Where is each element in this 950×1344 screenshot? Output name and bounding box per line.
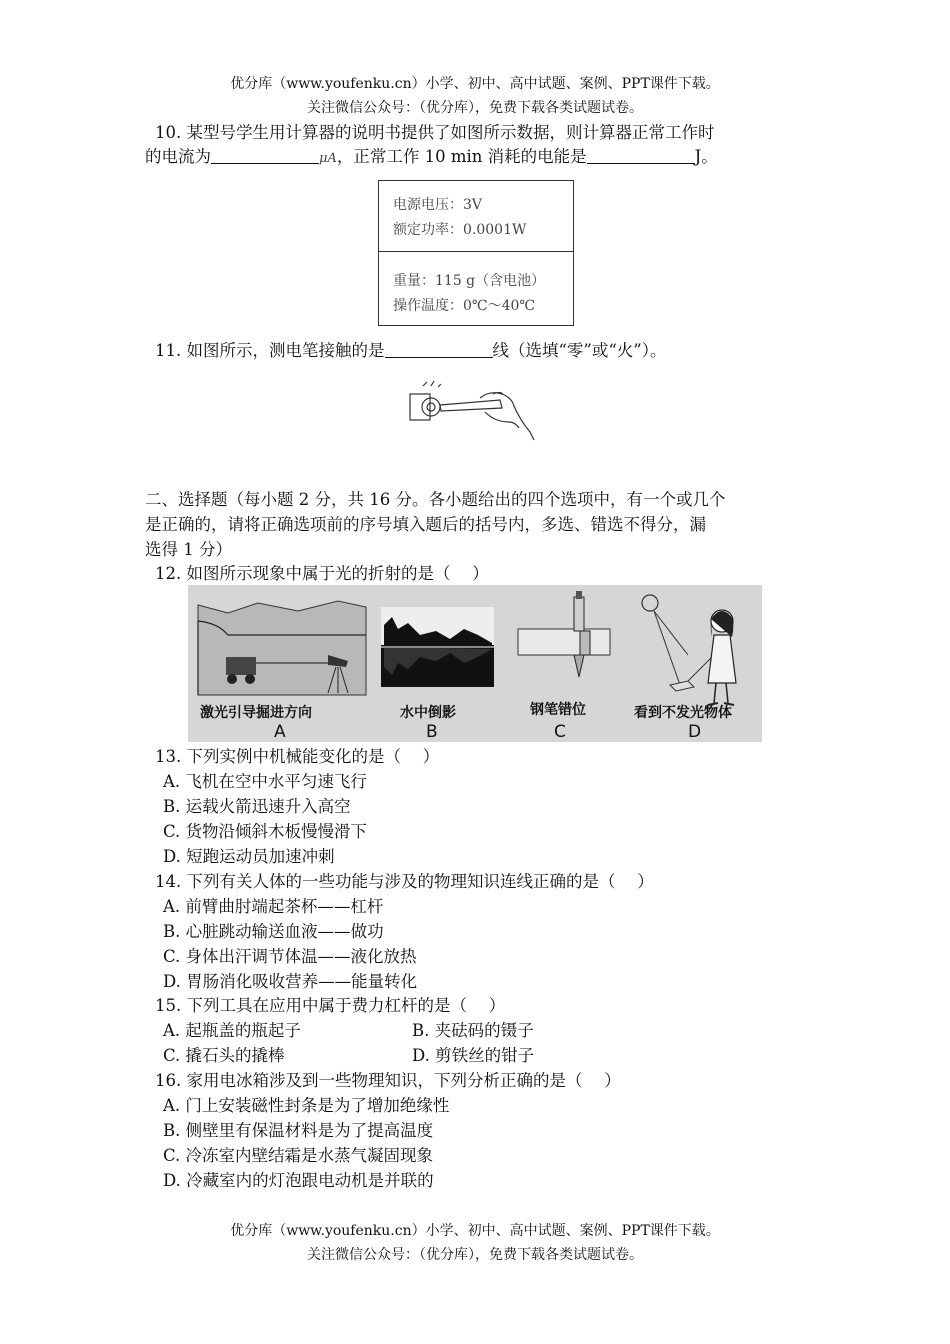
hand-icon	[480, 393, 534, 440]
q12-caption-c: 钢笔错位	[530, 702, 586, 718]
q13-stem: 13. 下列实例中机械能变化的是（ ）	[155, 747, 440, 766]
spec-divider	[379, 251, 573, 252]
q14-option-d: D. 胃肠消化吸收营养——能量转化	[163, 972, 418, 991]
q15-stem: 15. 下列工具在应用中属于费力杠杆的是（ ）	[155, 996, 506, 1015]
q11-pre: 11. 如图所示，测电笔接触的是	[155, 341, 385, 360]
section2-line-1: 二、选择题（每小题 2 分，共 16 分。各小题给出的四个选项中，有一个或几个	[145, 490, 726, 509]
q12-stem: 12. 如图所示现象中属于光的折射的是（ ）	[155, 564, 489, 583]
q13-option-a: A. 飞机在空中水平匀速飞行	[163, 772, 367, 791]
q14-option-b: B. 心脏跳动输送血液——做功	[163, 922, 384, 941]
q13-option-d: D. 短跑运动员加速冲刺	[163, 847, 335, 866]
q13-option-b: B. 运载火箭迅速升入高空	[163, 797, 351, 816]
footer-line-2: 关注微信公众号：（优分库），免费下载各类试题试卷。	[307, 1247, 643, 1263]
q16-stem: 16. 家用电冰箱涉及到一些物理知识，下列分析正确的是（ ）	[155, 1071, 621, 1090]
spec-voltage: 电源电压：3V	[393, 197, 483, 213]
q10-blank-energy[interactable]	[587, 147, 695, 164]
q10-unit-current: μA	[319, 151, 337, 166]
q15-option-a: A. 起瓶盖的瓶起子	[163, 1021, 301, 1040]
q11-stem	[155, 340, 667, 362]
pen-glass-image	[518, 591, 610, 677]
q10-unit-energy: J。	[694, 147, 718, 166]
q12-caption-b: 水中倒影	[400, 705, 456, 721]
q13-option-c: C. 货物沿倾斜木板慢慢滑下	[163, 822, 368, 841]
test-pen-figure	[405, 378, 540, 446]
spec-table	[378, 180, 574, 326]
q14-option-c: C. 身体出汗调节体温——液化放热	[163, 947, 417, 966]
water-reflection-image	[381, 607, 494, 687]
q12-figure	[188, 585, 762, 742]
spec-weight: 重量：115 g（含电池）	[393, 273, 546, 289]
q10-line-1: 10. 某型号学生用计算器的说明书提供了如图所示数据，则计算器正常工作时	[155, 123, 715, 142]
socket-hole-icon	[422, 398, 440, 416]
section2-line-3: 选得 1 分）	[145, 540, 232, 559]
q10-blank-current[interactable]	[211, 147, 319, 164]
q16-option-d: D. 冷藏室内的灯泡跟电动机是并联的	[163, 1171, 434, 1190]
q10-pre: 的电流为	[145, 147, 211, 166]
q12-letter-b: B	[426, 722, 438, 742]
q12-letter-c: C	[554, 722, 566, 742]
q14-stem: 14. 下列有关人体的一些功能与涉及的物理知识连线正确的是（ ）	[155, 872, 654, 891]
test-pen-icon	[440, 400, 502, 411]
q11-post: 线（选填“零”或“火”）。	[492, 341, 667, 360]
girl-object-image	[642, 595, 736, 705]
section2-line-2: 是正确的，请将正确选项前的序号填入题后的括号内，多选、错选不得分，漏	[145, 515, 706, 534]
q15-option-c: C. 撬石头的撬棒	[163, 1046, 285, 1065]
header-line-1: 优分库（www.youfenku.cn）小学、初中、高中试题、案例、PPT课件下载。	[230, 76, 720, 92]
q16-option-b: B. 侧壁里有保温材料是为了提高温度	[163, 1121, 434, 1140]
spec-power: 额定功率：0.0001W	[393, 222, 527, 238]
q10-mid: ，正常工作 10 min 消耗的电能是	[336, 147, 587, 166]
q16-option-c: C. 冷冻室内壁结霜是水蒸气凝固现象	[163, 1146, 434, 1165]
q12-caption-d: 看到不发光物体	[634, 705, 732, 721]
q16-option-a: A. 门上安装磁性封条是为了增加绝缘性	[163, 1096, 450, 1115]
q15-option-d: D. 剪铁丝的钳子	[412, 1046, 535, 1065]
q14-option-a: A. 前臂曲肘端起茶杯——杠杆	[163, 897, 384, 916]
header-line-2: 关注微信公众号：（优分库），免费下载各类试题试卷。	[307, 100, 643, 116]
q10-line-2	[145, 146, 718, 170]
q12-letter-a: A	[274, 722, 286, 742]
q12-letter-d: D	[688, 722, 702, 742]
laser-tunnel-image	[198, 601, 366, 695]
q11-blank[interactable]	[385, 341, 493, 358]
q15-option-b: B. 夹砝码的镊子	[412, 1021, 534, 1040]
spec-temp: 操作温度：0℃～40℃	[393, 298, 536, 314]
footer-line-1: 优分库（www.youfenku.cn）小学、初中、高中试题、案例、PPT课件下载。	[230, 1223, 720, 1239]
q12-caption-a: 激光引导掘进方向	[200, 705, 312, 721]
